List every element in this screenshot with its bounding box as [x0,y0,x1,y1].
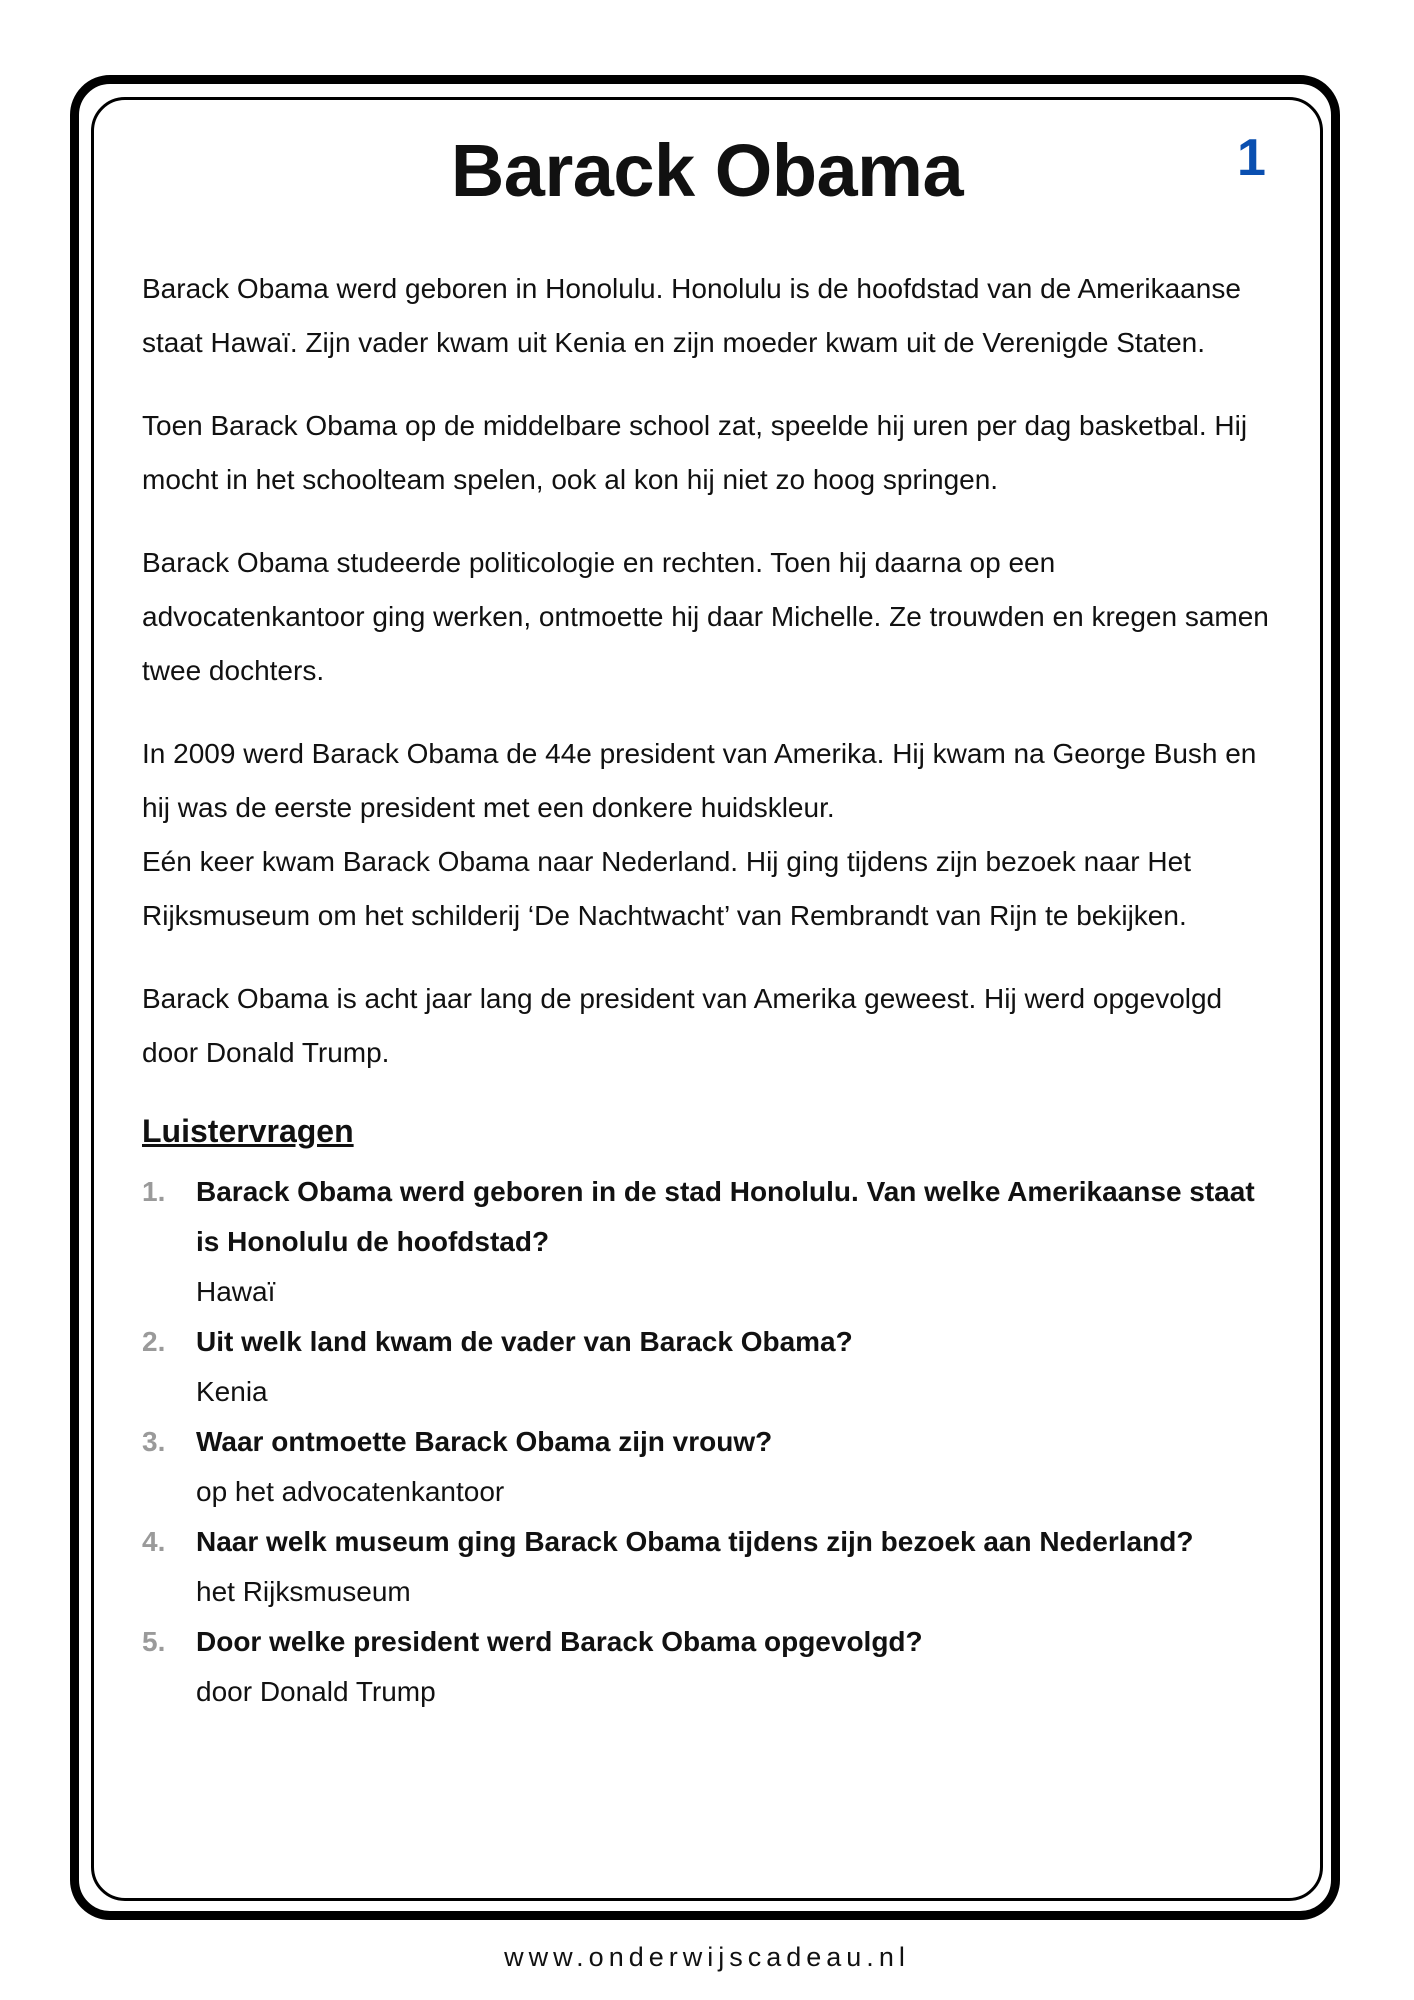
question-item [142,1417,1272,1517]
question-item [142,1517,1272,1617]
page-title: Barack Obama [450,129,964,212]
question-number: 2. [142,1326,166,1357]
paragraph-presidency: In 2009 werd Barack Obama de 44e president van Amerika. Hij kwam na George Bush en hij was de eerste president met een donkere huidskleur. [142,738,1257,823]
paragraph-birth: Barack Obama werd geboren in Honolulu. Honolulu is de hoofdstad van de Amerikaanse staat Hawaï. Zijn vader kwam uit Kenia en zijn moeder kwam uit de Verenigde Staten. [142,273,1241,358]
question-text: Door welke president werd Barack Obama opgevolgd? [196,1626,923,1657]
question-item [142,1167,1272,1317]
document-body [142,262,1272,1717]
question-text: Uit welk land kwam de vader van Barack Obama? [196,1326,853,1357]
question-number: 5. [142,1626,166,1657]
footer-website-link[interactable]: www.onderwijscadeau.nl [504,1942,910,1972]
answer-text: op het advocatenkantoor [196,1476,505,1507]
paragraph-netherlands-visit: Eén keer kwam Barack Obama naar Nederland. Hij ging tijdens zijn bezoek naar Het Rijksmuseum om het schilderij ‘De Nachtwacht’ van Rembrandt van Rijn te bekijken. [142,846,1191,931]
answer-text: Hawaï [196,1276,276,1307]
question-number: 3. [142,1426,166,1457]
question-number: 4. [142,1526,166,1557]
question-number: 1. [142,1176,166,1207]
answer-text: het Rijksmuseum [196,1576,411,1607]
paragraph-succession: Barack Obama is acht jaar lang de president van Amerika geweest. Hij werd opgevolgd door Donald Trump. [142,983,1223,1068]
answer-text: Kenia [196,1376,268,1407]
paragraph-study: Barack Obama studeerde politicologie en rechten. Toen hij daarna op een advocatenkantoor ging werken, ontmoette hij daar Michelle. Ze trouwden en kregen samen twee dochters. [142,547,1269,686]
question-item [142,1317,1272,1417]
answer-text: door Donald Trump [196,1676,436,1707]
questions-heading: Luistervragen [142,1113,354,1149]
question-text: Naar welk museum ging Barack Obama tijdens zijn bezoek aan Nederland? [196,1526,1194,1557]
question-text: Barack Obama werd geboren in de stad Honolulu. Van welke Amerikaanse staat is Honolulu de hoofdstad? [196,1176,1255,1257]
question-text: Waar ontmoette Barack Obama zijn vrouw? [196,1426,773,1457]
paragraph-school: Toen Barack Obama op de middelbare school zat, speelde hij uren per dag basketbal. Hij mocht in het schoolteam spelen, ook al kon hij niet zo hoog springen. [142,410,1248,495]
questions-list [142,1167,1272,1717]
question-item [142,1617,1272,1717]
page-number: 1 [1237,129,1266,187]
